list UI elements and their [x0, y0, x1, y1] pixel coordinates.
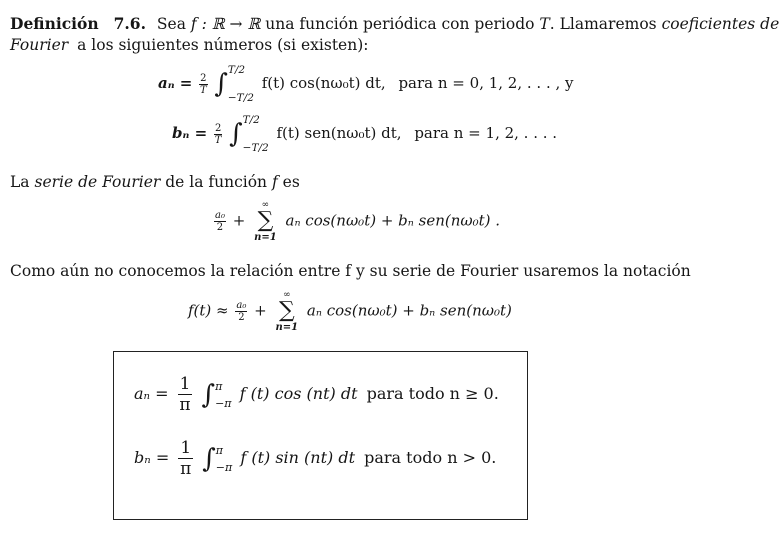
function-signature: f : ℝ → ℝ [190, 15, 261, 33]
text-funcion-periodica: una función periódica con periodo [265, 15, 535, 33]
serie-plus: + [232, 211, 246, 230]
an-body: f(t) cos(nω₀t) dt, [261, 74, 386, 92]
bn-lhs: bₙ = [172, 124, 208, 142]
an-cond: para n = 0, 1, 2, . . . , y [398, 74, 574, 92]
boxed-bn-lower: −π [215, 460, 233, 474]
boxed-bn-body: f (t) sin (nt) dt [240, 448, 356, 467]
equation-bn [172, 114, 557, 154]
boxed-an [134, 374, 499, 415]
equation-an [158, 64, 574, 104]
serie-frac-den: 2 [216, 222, 224, 233]
text-de-la-funcion: de la función [165, 173, 268, 191]
boxed-an-upper: π [215, 379, 223, 393]
serie-frac-num: a₀ [215, 210, 225, 221]
text-sea: Sea [156, 15, 186, 33]
bn-upper: T/2 [242, 114, 260, 126]
boxed-an-lower: −π [215, 396, 232, 410]
boxed-an-num: 1 [179, 374, 191, 394]
serie-line [10, 173, 300, 191]
an-frac-num: 2 [200, 72, 207, 84]
boxed-an-cond: para todo n ≥ 0. [366, 384, 499, 403]
summation [254, 200, 277, 243]
boxed-an-den: π [179, 395, 191, 415]
notation-frac-num: a₀ [236, 300, 247, 311]
boxed-bn-limits [216, 444, 232, 474]
notation-frac-den: 2 [238, 312, 245, 323]
notation-line: Como aún no conocemos la relación entre f y su serie de Fourier usaremos la notación [10, 262, 691, 280]
an-fraction [199, 73, 207, 96]
bn-limits [243, 114, 269, 154]
text-llamaremos: . Llamaremos [549, 15, 657, 33]
an-frac-den: T [200, 84, 207, 96]
definition-line-1 [10, 14, 779, 33]
an-limits [228, 64, 254, 104]
boxed-bn-lhs: bₙ = [134, 448, 170, 467]
notation-fraction [235, 300, 247, 323]
bn-frac-num: 2 [214, 122, 222, 134]
integral-sign: ∫ [214, 69, 228, 99]
sum-sign: ∑ [278, 298, 295, 323]
sum-upper: ∞ [261, 200, 270, 210]
equation-notation [188, 290, 512, 333]
text-la: La [10, 173, 30, 191]
an-lhs: aₙ = [158, 74, 193, 92]
boxed-an-body: f (t) cos (nt) dt [239, 384, 358, 403]
f-symbol: f [271, 173, 278, 191]
integral-sign: ∫ [229, 119, 243, 149]
boxed-an-fraction [178, 374, 193, 415]
period-symbol: T [539, 15, 550, 33]
bn-fraction [214, 123, 222, 146]
sum-lower: n=1 [275, 322, 299, 333]
integral-sign: ∫ [202, 443, 216, 474]
boxed-an-lhs: aₙ = [134, 384, 169, 403]
boxed-bn-upper: π [215, 443, 224, 457]
bn-body: f(t) sen(nω₀t) dt, [276, 124, 402, 142]
term-coeficientes: coeficientes de [661, 15, 779, 33]
sum-lower: n=1 [254, 232, 277, 243]
notation-body: aₙ cos(nω₀t) + bₙ sen(nω₀t) [306, 301, 512, 320]
boxed-bn-fraction [178, 438, 193, 479]
an-upper: T/2 [227, 64, 246, 76]
an-lower: −T/2 [227, 92, 254, 104]
summation [276, 290, 299, 333]
notation-lhs: f(t) ≈ [188, 301, 229, 320]
definition-label: Definición [10, 14, 99, 33]
boxed-bn-den: π [180, 459, 192, 479]
definition-line-2 [10, 36, 368, 54]
definition-number: 7.6. [113, 14, 146, 33]
term-fourier: Fourier [10, 36, 69, 54]
boxed-formulas [113, 351, 528, 520]
bn-lower: −T/2 [242, 142, 269, 154]
text-siguientes: a los siguientes números (si existen): [77, 36, 369, 54]
boxed-bn-cond: para todo n > 0. [364, 448, 497, 467]
sum-upper: ∞ [283, 290, 291, 300]
boxed-bn-num: 1 [180, 438, 192, 458]
bn-cond: para n = 1, 2, . . . . [414, 124, 558, 142]
boxed-bn [134, 438, 496, 479]
text-es: es [282, 173, 300, 191]
serie-fraction [214, 210, 226, 233]
serie-body: aₙ cos(nω₀t) + bₙ sen(nω₀t) . [285, 211, 501, 230]
integral-sign: ∫ [201, 379, 216, 410]
boxed-an-limits [215, 380, 231, 410]
equation-serie [212, 200, 500, 243]
notation-plus: + [254, 301, 267, 320]
sum-sign: ∑ [257, 208, 274, 233]
bn-frac-den: T [214, 134, 222, 146]
term-serie-fourier: serie de Fourier [34, 173, 161, 191]
